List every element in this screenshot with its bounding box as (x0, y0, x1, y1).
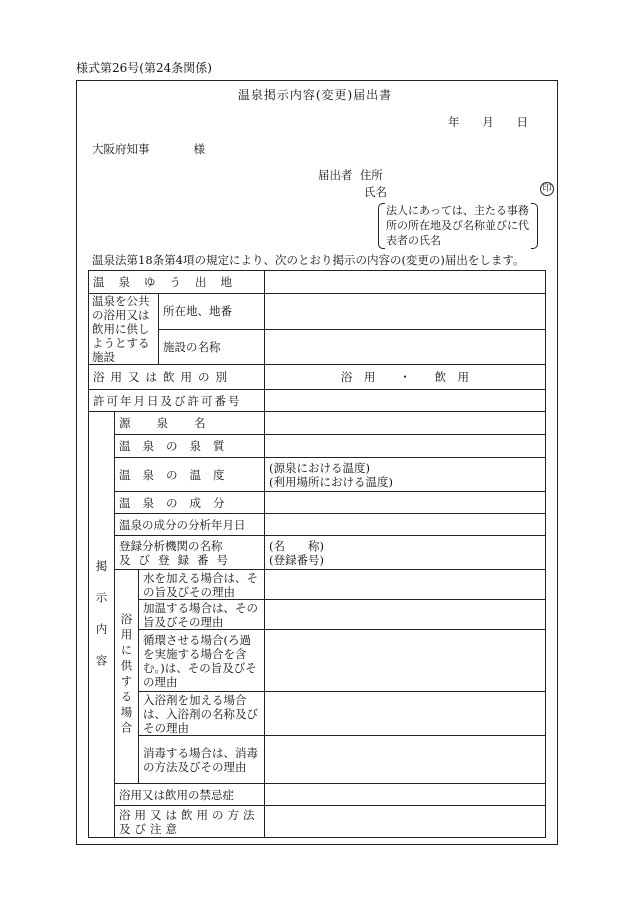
applicant-label: 届出者 (318, 168, 353, 182)
label-facility-name: 施設の名称 (159, 329, 265, 365)
label-water-added: 水を加える場合は、その旨及びその理由 (139, 570, 265, 600)
seal-mark: 印 (540, 182, 554, 196)
label-source-location: 温泉ゆう出地 (89, 271, 265, 294)
field-water-added[interactable] (265, 570, 546, 600)
date-month: 月 (482, 115, 494, 129)
name-label: 氏名 (364, 185, 387, 199)
field-facility-name[interactable] (265, 329, 546, 365)
form-number: 様式第26号(第24条関係) (76, 61, 212, 75)
form-title: 温泉掲示内容(変更)届出書 (237, 88, 393, 102)
notification-table (88, 270, 546, 838)
addressee-name: 大阪府知事 (92, 142, 150, 156)
label-additive: 入浴剤を加える場合は、入浴剤の名称及びその理由 (139, 692, 265, 736)
field-spring-temp[interactable]: (源泉における温度) (利用場所における温度) (265, 458, 546, 492)
label-usage-method: 浴用又は飲用の方法及び注意 (115, 806, 265, 838)
date-year: 年 (448, 115, 460, 129)
label-circulating: 循環させる場合(ろ過を実施する場合を含む。)は、その旨及びその理由 (139, 630, 265, 692)
field-spring-name[interactable] (265, 412, 546, 435)
label-permit: 許可年月日及び許可番号 (89, 390, 265, 412)
field-agency[interactable]: (名 称) (登録番号) (265, 536, 546, 570)
date-day: 日 (516, 115, 528, 129)
field-analysis-date[interactable] (265, 514, 546, 536)
field-contraindications[interactable] (265, 784, 546, 806)
corporate-note: 法人にあっては、主たる事務所の所在地及び名称並びに代表者の氏名 (378, 203, 538, 247)
field-heating[interactable] (265, 600, 546, 630)
label-contraindications: 浴用又は飲用の禁忌症 (115, 784, 265, 806)
date-line (448, 114, 528, 130)
field-additive[interactable] (265, 692, 546, 736)
label-spring-temp: 温泉の温度 (115, 458, 265, 492)
field-use-type: 浴 用 ・ 飲 用 (265, 365, 546, 390)
field-usage-method[interactable] (265, 806, 546, 838)
addressee-honorific: 様 (193, 142, 205, 156)
label-facility-address: 所在地、地番 (159, 294, 265, 330)
applicant-block (318, 167, 387, 201)
label-heating: 加温する場合は、その旨及びその理由 (139, 600, 265, 630)
intro-text: 温泉法第18条第4項の規定により、次のとおり掲示の内容の(変更の)届出をします。 (92, 253, 525, 267)
label-posting-group: 掲示内容 (89, 412, 115, 838)
label-disinfect: 消毒する場合は、消毒の方法及びその理由 (139, 736, 265, 784)
label-analysis-date: 温泉の成分の分析年月日 (115, 514, 265, 536)
field-source-location[interactable] (265, 271, 546, 294)
field-circulating[interactable] (265, 630, 546, 692)
address-label: 住所 (359, 168, 383, 182)
label-bath-group: 浴用に供する場合 (115, 570, 139, 784)
label-facility-group: 温泉を公共の浴用又は飲用に供しようとする施設 (89, 294, 159, 365)
label-use-type: 浴用又は飲用の別 (89, 365, 265, 390)
label-spring-components: 温泉の成分 (115, 492, 265, 514)
field-spring-quality[interactable] (265, 435, 546, 458)
label-agency: 登録分析機関の名称 及び登録番号 (115, 536, 265, 570)
field-spring-components[interactable] (265, 492, 546, 514)
label-spring-name: 源泉名 (115, 412, 265, 435)
label-spring-quality: 温泉の泉質 (115, 435, 265, 458)
field-facility-address[interactable] (265, 294, 546, 330)
field-permit[interactable] (265, 390, 546, 412)
field-disinfect[interactable] (265, 736, 546, 784)
addressee (92, 141, 205, 157)
